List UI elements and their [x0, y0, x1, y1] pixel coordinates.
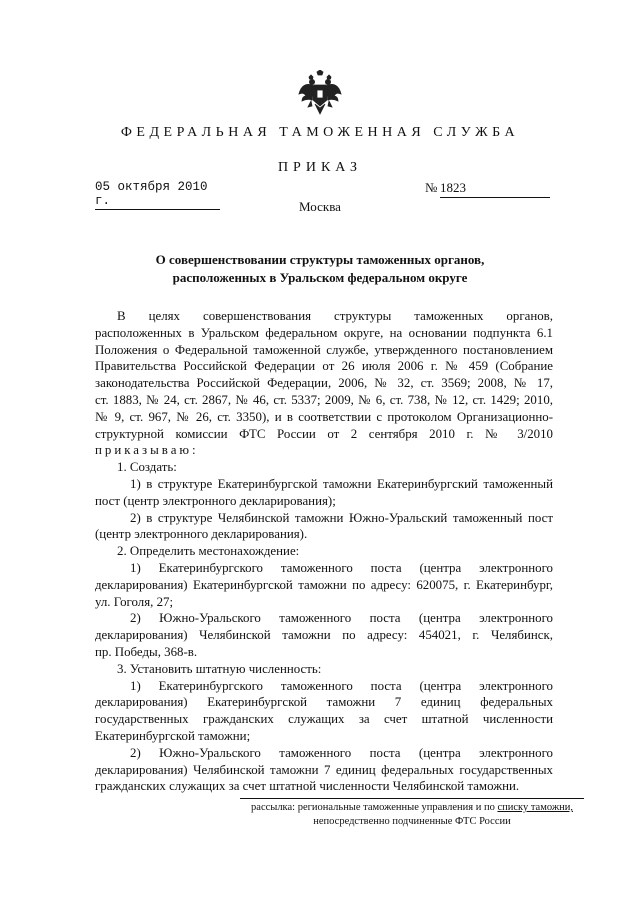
item-1-1-line: пост (центр электронного декларирования);: [95, 493, 336, 508]
order-title: [80, 251, 560, 287]
item-3-2-line: гражданских служащих за счет штатной численности Челябинской таможни.: [95, 779, 520, 794]
item-1-1-line: 1) в структуре Екатеринбургской таможни Екатеринбургский таможенный: [130, 476, 553, 491]
item-3-heading: 3. Установить штатную численность:: [117, 661, 322, 676]
item-2-1-line: декларирования) Екатеринбургской таможни по адресу: 620075, г. Екатеринбург,: [95, 577, 553, 592]
document-type: ПРИКАЗ: [277, 160, 363, 175]
distribution-list: [240, 798, 584, 829]
distribution-line: [240, 801, 584, 815]
title-line: О совершенствовании структуры таможенных органов,: [155, 252, 485, 267]
item-2-2-line: декларирования) Челябинской таможни по адресу: 454021, г. Челябинск,: [95, 628, 553, 643]
order-number-prefix: №: [425, 180, 438, 195]
body-line: В целях совершенствования структуры таможенных органов,: [117, 309, 553, 323]
order-body: [95, 308, 553, 795]
item-3-2-line: 2) Южно-Уральского таможенного поста (центра электронного: [130, 745, 553, 760]
item-2-2-line: пр. Победы, 368-в.: [95, 644, 198, 659]
russian-coat-of-arms-icon: [298, 70, 342, 116]
item-1-2-line: (центр электронного декларирования).: [95, 527, 308, 542]
order-date: 05 октября 2010 г.: [95, 180, 220, 210]
item-3-1-line: декларирования) Екатеринбургской таможни 7 единиц федеральных: [95, 695, 553, 710]
item-3-1-line: 1) Екатеринбургского таможенного поста (центра электронного: [130, 678, 553, 693]
body-line: законодательства Российской Федерации, 2006, № 32, ст. 3569; 2008, № 17,: [95, 376, 553, 391]
body-line: ст. 1883, № 24, ст. 2867, № 46, ст. 5337; 2009, № 6, ст. 738, № 12, ст. 1429; 2010,: [95, 392, 553, 407]
item-2-1-line: ул. Гоголя, 27;: [95, 594, 174, 609]
body-line: № 9, ст. 967, № 26, ст. 3350), и в соответствии с протоколом Организационно-: [95, 409, 553, 424]
distribution-line: непосредственно подчиненные ФТС России: [313, 816, 511, 827]
item-3-1-line: государственных гражданских служащих за счет штатной численности: [95, 712, 553, 727]
order-number: 1823: [440, 180, 550, 198]
item-2-heading: 2. Определить местонахождение:: [117, 544, 300, 559]
item-2-2-line: 2) Южно-Уральского таможенного поста (центра электронного: [130, 611, 553, 626]
item-1-heading: 1. Создать:: [117, 460, 177, 475]
agency-name: ФЕДЕРАЛЬНАЯ ТАМОЖЕННАЯ СЛУЖБА: [120, 125, 520, 140]
item-2-1-line: 1) Екатеринбургского таможенного поста (центра электронного: [130, 560, 553, 575]
order-word: приказываю:: [95, 443, 199, 458]
issue-city: Москва: [299, 199, 341, 214]
distribution-prefix: рассылка: региональные таможенные управления и по: [251, 802, 498, 813]
distribution-list-link[interactable]: списку таможни,: [497, 802, 573, 813]
body-line: расположенных в Уральском федеральном округе, на основании подпункта 6.1: [95, 325, 553, 340]
item-1-2-line: 2) в структуре Челябинской таможни Южно-Уральский таможенный пост: [130, 510, 553, 525]
item-3-2-line: декларирования) Челябинской таможни 7 единиц федеральных государственных: [95, 762, 553, 777]
body-line: структурной комиссии ФТС России от 2 сентября 2010 г. № 3/2010: [95, 426, 553, 441]
body-line: Правительства Российской Федерации от 26 июля 2006 г. № 459 (Собрание: [95, 359, 553, 374]
item-3-1-line: Екатеринбургской таможни;: [95, 728, 251, 743]
title-line: расположенных в Уральском федеральном округе: [172, 270, 468, 285]
body-line: Положения о Федеральной таможенной службе, утвержденного постановлением: [95, 342, 553, 357]
